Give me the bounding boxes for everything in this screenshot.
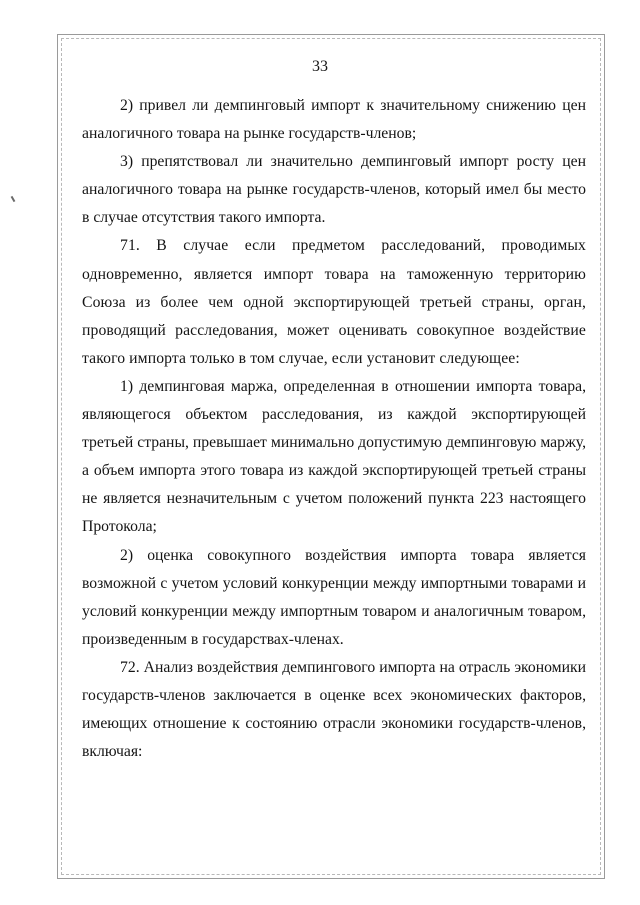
scan-mark — [11, 196, 16, 202]
paragraph-71-item-2: 2) оценка совокупного воздействия импорта товара является возможной с учетом условий конкуренции между импортными товарами и условий конкуренции между импортным товаром и аналогичным товаром, произведенным в государствах-членах. — [82, 546, 586, 648]
paragraph-72: 72. Анализ воздействия демпингового импорта на отрасль экономики государств-членов заключается в оценке всех экономических факторов, имеющих отношение к состоянию отрасли экономики государств-членов, включая: — [82, 658, 586, 761]
paragraph-item-3: 3) препятствовал ли значительно демпинговый импорт росту цен аналогичного товара на рынке государств-членов, который имел бы место в случае отсутствия такого импорта. — [82, 153, 586, 227]
paragraph-71-item-1: 1) демпинговая маржа, определенная в отношении импорта товара, являющегося объектом расследования, из каждой экспортирующей третьей страны, превышает минимально допустимую демпинговую маржу, а объем импорта этого товара из каждой экспортирующей третьей страны не является незначительным с учетом положений пункта 223 настоящего Протокола; — [82, 377, 586, 536]
paragraph-71: 71. В случае если предметом расследований, проводимых одновременно, является импорт товара на таможенную территорию Союза из более чем одной экспортирующей третьей страны, орган, проводящий расследования, может оценивать совокупное воздействие такого импорта только в том случае, если установит следующее: — [82, 237, 586, 367]
page-number: 33 — [312, 58, 328, 75]
paragraph-item-2: 2) привел ли демпинговый импорт к значительному снижению цен аналогичного товара на рынке государств-членов; — [82, 97, 586, 143]
document-body — [82, 92, 586, 766]
